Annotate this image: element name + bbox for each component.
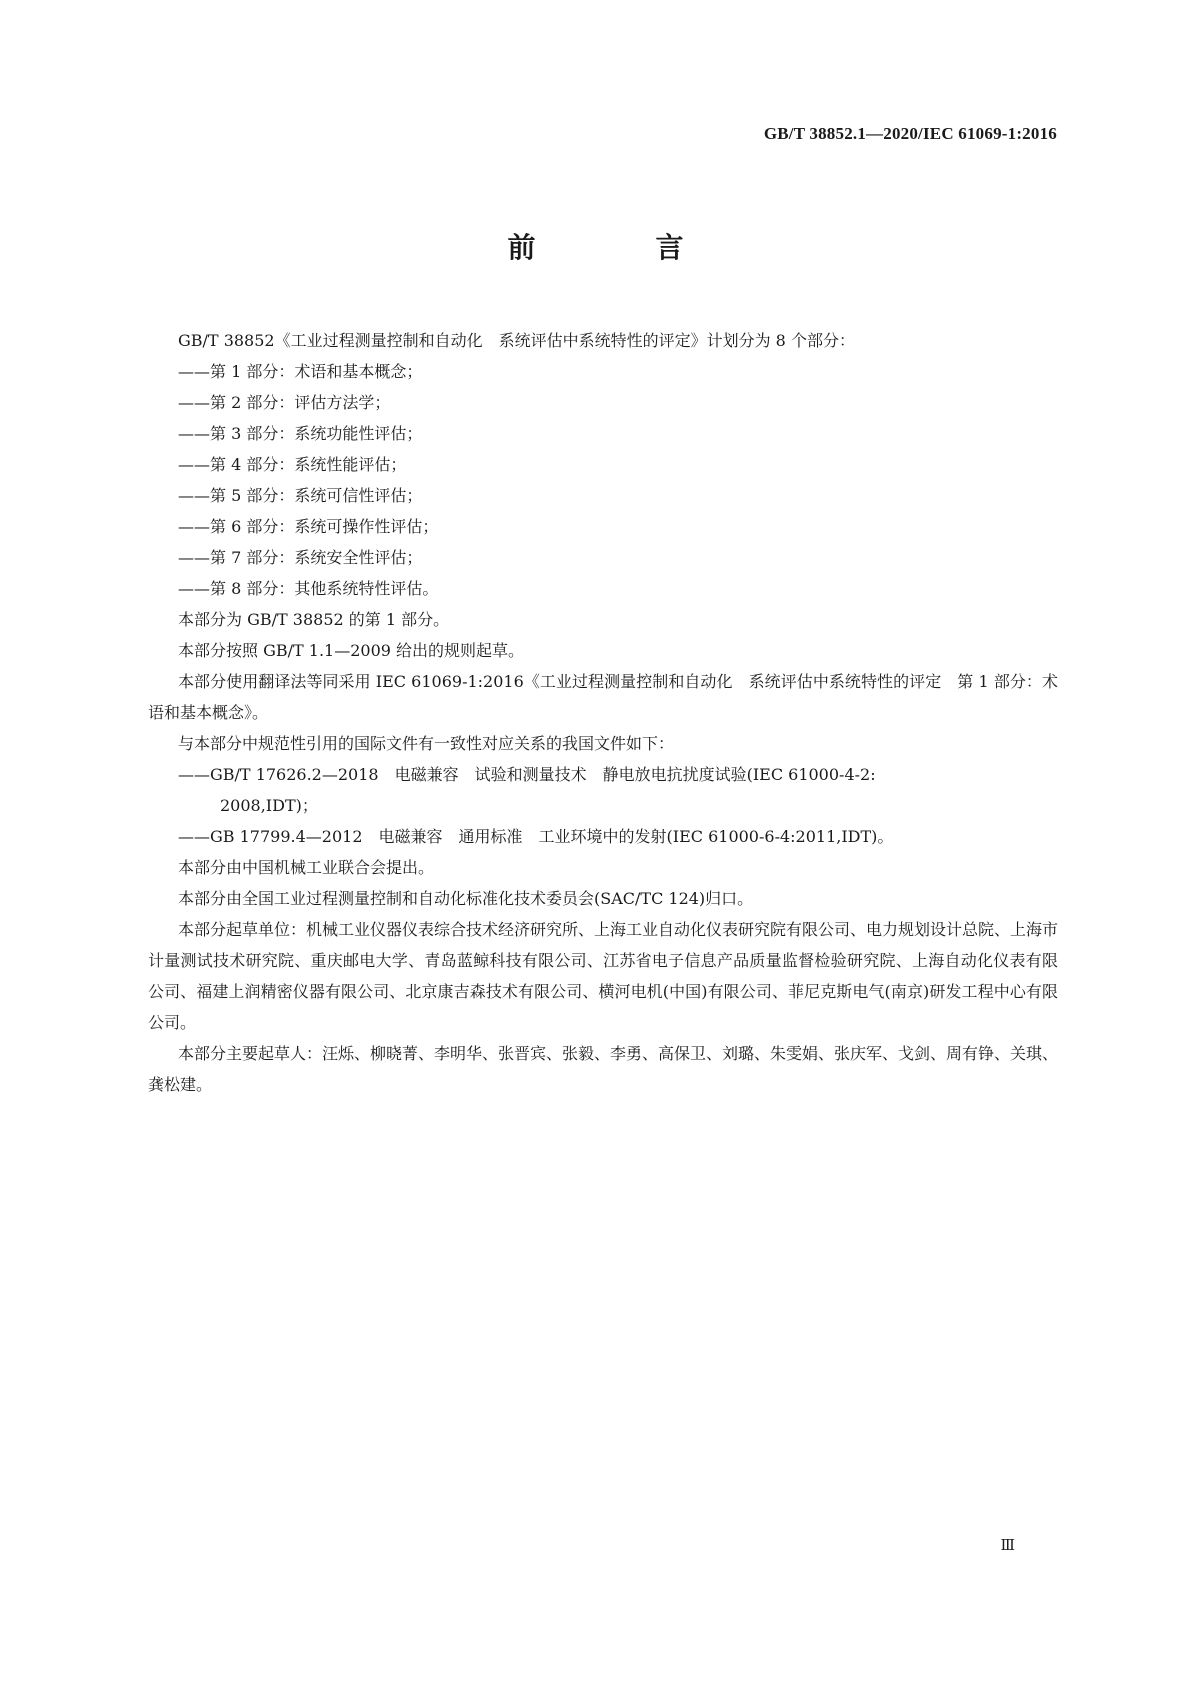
part-item-5: ——第 5 部分：系统可信性评估； xyxy=(178,486,423,505)
reference-item-1 xyxy=(148,759,1058,821)
part-item-1: ——第 1 部分：术语和基本概念； xyxy=(178,362,423,381)
foreword-body xyxy=(148,325,1058,1100)
part-item-3: ——第 3 部分：系统功能性评估； xyxy=(178,424,423,443)
part-item-4: ——第 4 部分：系统性能评估； xyxy=(178,455,407,474)
standard-code: GB/T 38852.1—2020/IEC 61069-1:2016 xyxy=(763,124,1057,143)
adoption-statement: 本部分使用翻译法等同采用 IEC 61069-1:2016《工业过程测量控制和自动化 系统评估中系统特性的评定 第 1 部分：术语和基本概念》。 xyxy=(148,672,1058,722)
part-item-2: ——第 2 部分：评估方法学； xyxy=(178,393,391,412)
committee-statement: 本部分由全国工业过程测量控制和自动化标准化技术委员会(SAC/TC 124)归口。 xyxy=(178,889,754,908)
drafting-rule-statement: 本部分按照 GB/T 1.1—2009 给出的规则起草。 xyxy=(178,641,525,660)
reference-item-2: ——GB 17799.4—2012 电磁兼容 通用标准 工业环境中的发射(IEC 61000-6-4:2011,IDT)。 xyxy=(178,827,894,846)
part-item-6: ——第 6 部分：系统可操作性评估； xyxy=(178,517,439,536)
reference-item-1-line2: 2008,IDT)； xyxy=(220,796,318,815)
reference-intro: 与本部分中规范性引用的国际文件有一致性对应关系的我国文件如下： xyxy=(178,734,675,753)
part-statement: 本部分为 GB/T 38852 的第 1 部分。 xyxy=(178,610,450,629)
drafters: 本部分主要起草人：汪烁、柳晓菁、李明华、张晋宾、张毅、李勇、高保卫、刘璐、朱雯娟、张庆军、戈剑、周有铮、关琪、龚松建。 xyxy=(148,1044,1059,1094)
page-title: 前 言 xyxy=(507,231,730,264)
drafting-units: 本部分起草单位：机械工业仪器仪表综合技术经济研究所、上海工业自动化仪表研究院有限公司、电力规划设计总院、上海市计量测试技术研究院、重庆邮电大学、青岛蓝鲸科技有限公司、江苏省电子信息产品质量监督检验研究院、上海自动化仪表有限公司、福建上润精密仪器有限公司、北京康吉森技术有限公司、横河电机(中国)有限公司、菲尼克斯电气(南京)研发工程中心有限公司。 xyxy=(148,920,1059,1032)
part-item-8: ——第 8 部分：其他系统特性评估。 xyxy=(178,579,439,598)
reference-item-1-line1: ——GB/T 17626.2—2018 电磁兼容 试验和测量技术 静电放电抗扰度试验(IEC 61000-4-2: xyxy=(178,765,876,784)
part-item-7: ——第 7 部分：系统安全性评估； xyxy=(178,548,423,567)
proposer-statement: 本部分由中国机械工业联合会提出。 xyxy=(178,858,435,877)
page-number: Ⅲ xyxy=(1000,1536,1015,1554)
intro-paragraph: GB/T 38852《工业过程测量控制和自动化 系统评估中系统特性的评定》计划分为 8 个部分： xyxy=(178,331,855,350)
